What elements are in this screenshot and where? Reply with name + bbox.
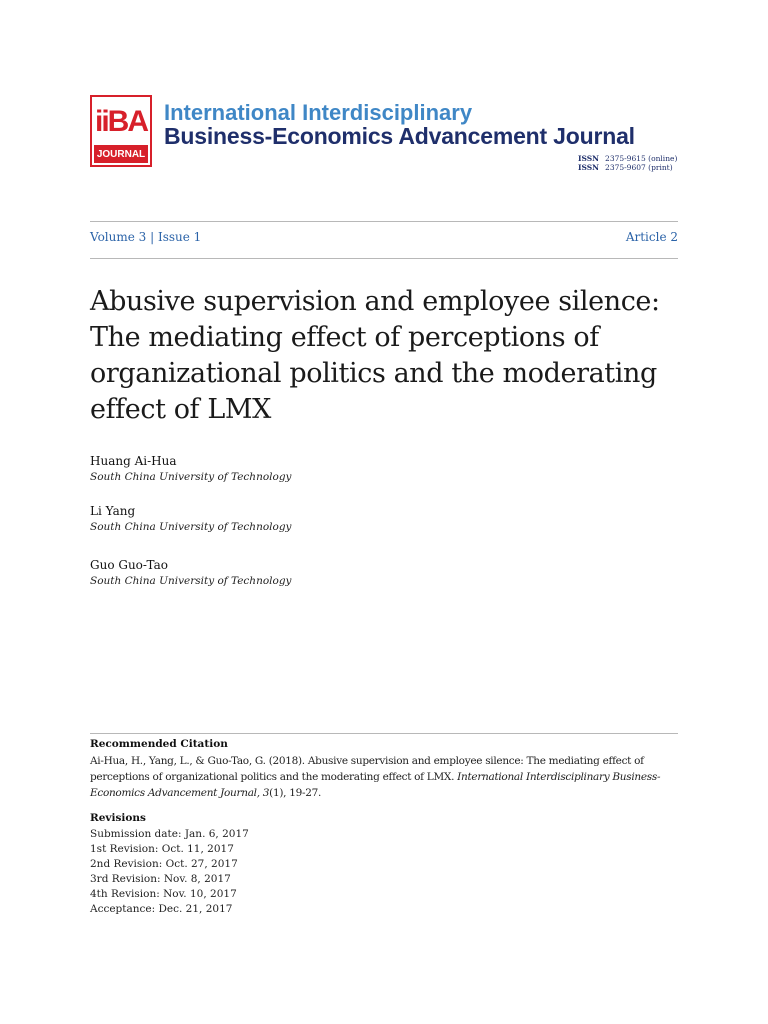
journal-title-line2: Business-Economics Advancement Journal xyxy=(164,123,635,149)
citation-heading: Recommended Citation xyxy=(90,738,228,750)
author-name: Guo Guo-Tao xyxy=(90,558,168,572)
author-affiliation: South China University of Technology xyxy=(90,471,292,483)
revision-item: Acceptance: Dec. 21, 2017 xyxy=(90,903,233,915)
issn-label: ISSN xyxy=(578,154,600,163)
article-number: Article 2 xyxy=(625,230,678,244)
revision-item: 3rd Revision: Nov. 8, 2017 xyxy=(90,873,231,885)
issn-online xyxy=(578,154,677,163)
journal-title-line1: International Interdisciplinary xyxy=(164,100,473,125)
paper-title: Abusive supervision and employee silence: The mediating effect of perceptions of organizational politics and the moderating effect of LMX xyxy=(90,286,660,425)
journal-logo xyxy=(90,95,152,167)
volume-issue: Volume 3 | Issue 1 xyxy=(90,230,202,244)
author-affiliation: South China University of Technology xyxy=(90,575,292,587)
issn-label: ISSN xyxy=(578,163,600,172)
author-name: Li Yang xyxy=(90,504,136,518)
divider-bottom xyxy=(90,258,678,259)
citation-text xyxy=(90,753,680,801)
revision-item: 4th Revision: Nov. 10, 2017 xyxy=(90,888,237,900)
logo-mark: iiBA xyxy=(95,105,147,138)
author-name: Huang Ai-Hua xyxy=(90,454,177,468)
issn-print xyxy=(578,163,673,172)
revisions-heading: Revisions xyxy=(90,812,146,824)
logo-banner: JOURNAL xyxy=(94,145,148,163)
divider-citation xyxy=(90,733,678,734)
issn-value: 2375-9607 (print) xyxy=(605,163,673,172)
citation-lead: Ai-Hua, H., Yang, L., & Guo-Tao, G. (2018). Abusive supervision and employee silence: The mediating effect of perceptions of organizational politics and the moderating effect of LMX. xyxy=(90,755,644,783)
author-affiliation: South China University of Technology xyxy=(90,521,292,533)
revision-item: 2nd Revision: Oct. 27, 2017 xyxy=(90,858,238,870)
citation-issue: (1), 19-27. xyxy=(269,787,322,799)
issn-value: 2375-9615 (online) xyxy=(605,154,678,163)
citation-journal: International Interdisciplinary Business-Economics Advancement Journal, 3 xyxy=(90,771,661,799)
divider-top xyxy=(90,221,678,222)
revision-item: 1st Revision: Oct. 11, 2017 xyxy=(90,843,234,855)
revision-item: Submission date: Jan. 6, 2017 xyxy=(90,828,249,840)
